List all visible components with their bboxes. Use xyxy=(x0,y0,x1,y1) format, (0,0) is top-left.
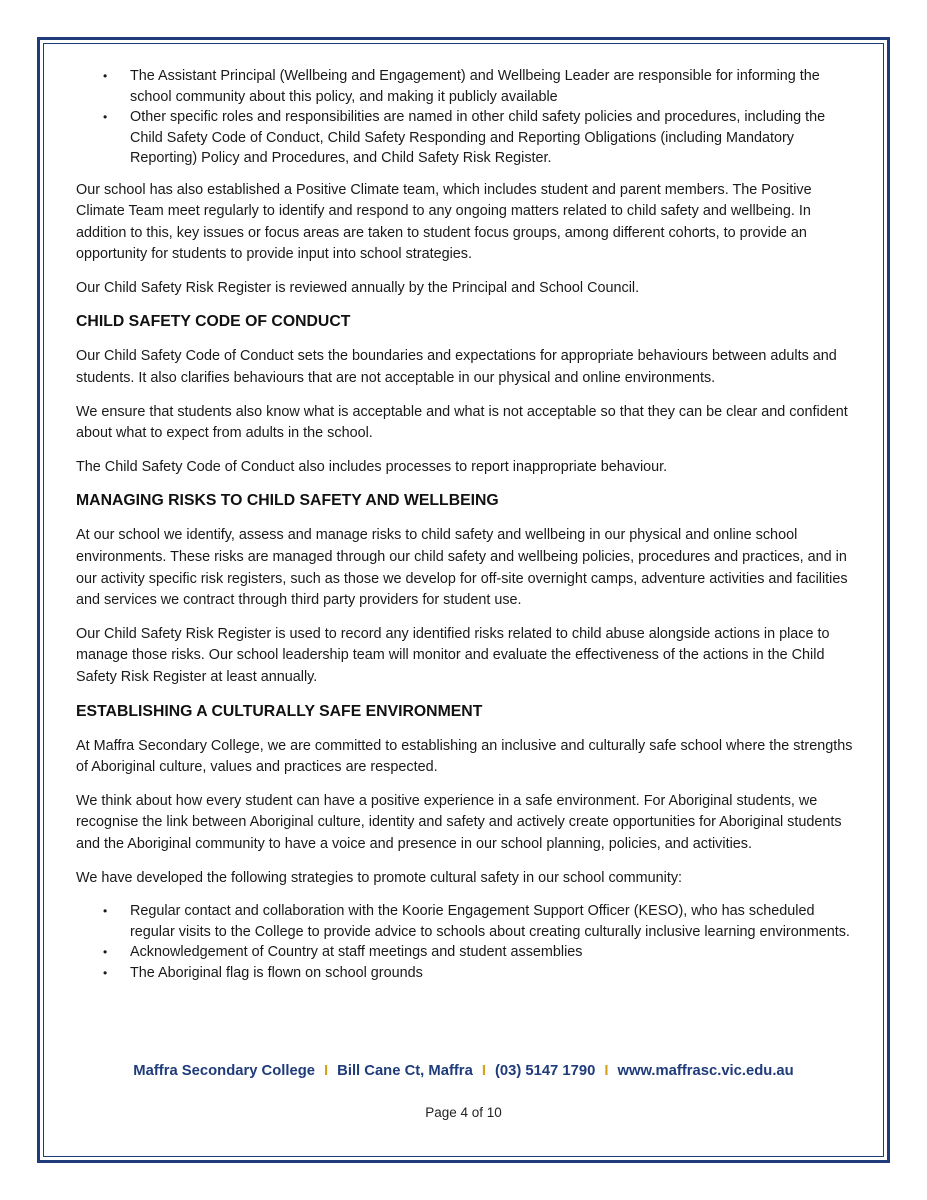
footer-website-link[interactable]: www.maffrasc.vic.edu.au xyxy=(617,1063,794,1079)
positive-climate-paragraph: Our school has also established a Positive Climate team, which includes student and parent members. The Positive Climate Team meet regularly to identify and respond to any ongoing matters related to child safety and wellbeing. In addition to this, key issues or focus areas are taken to student focus groups, among different cohorts, to provide an opportunity for students to provide input into school strategies. xyxy=(76,181,812,263)
footer-separator: I xyxy=(324,1063,329,1079)
bullet-icon: • xyxy=(103,904,108,919)
cultural-safety-paragraph: We have developed the following strategies to promote cultural safety in our school community: xyxy=(76,869,683,886)
cultural-safety-paragraph: We think about how every student can have a positive experience in a safe environment. For Aboriginal students, we recognise the link between Aboriginal culture, identity and safety and actively create opportunities for Aboriginal students and the Aboriginal community to have a voice and presence in our school planning, policies, and activities. xyxy=(76,792,842,852)
code-of-conduct-paragraph: The Child Safety Code of Conduct also includes processes to report inappropriate behaviour. xyxy=(76,458,668,475)
footer-phone: (03) 5147 1790 xyxy=(494,1063,596,1079)
footer-separator: I xyxy=(481,1063,486,1079)
bullet-icon: • xyxy=(103,965,108,980)
section-heading-code-of-conduct: CHILD SAFETY CODE OF CONDUCT xyxy=(76,313,351,331)
code-of-conduct-paragraph: Our Child Safety Code of Conduct sets the boundaries and expectations for appropriate behaviours between adults and students. It also clarifies behaviours that are not acceptable in our physical and online environments. xyxy=(76,348,837,387)
list-item: • Other specific roles and responsibilities are named in other child safety policies and procedures, including the Child Safety Code of Conduct, Child Safety Responding and Reporting Obligations (including Mandatory Reporting) Policy and Procedures, and Child Safety Risk Register. xyxy=(103,109,826,166)
code-of-conduct-paragraph: We ensure that students also know what is acceptable and what is not acceptable so that they can be clear and confident about what to expect from adults in the school. xyxy=(76,403,848,442)
managing-risks-paragraph: Our Child Safety Risk Register is used to record any identified risks related to child abuse alongside actions in place to manage those risks. Our school leadership team will monitor and evaluate the effectiveness of the actions in the Child Safety Risk Register at least annually. xyxy=(76,625,830,685)
bullet-icon: • xyxy=(103,69,108,83)
managing-risks-paragraph: At our school we identify, assess and manage risks to child safety and wellbeing in our physical and online school environments. These risks are managed through our child safety and wellbeing policies, procedures and practices, and in our activity specific risk registers, such as those we develop for off-site overnight camps, adventure activities and facilities and services we contract through third party providers for student use. xyxy=(76,527,848,609)
footer-contact-bar xyxy=(0,1063,927,1079)
footer-address: Bill Cane Ct, Maffra xyxy=(337,1063,473,1079)
list-item: • Acknowledgement of Country at staff meetings and student assemblies xyxy=(76,942,856,963)
bullet-icon: • xyxy=(103,945,108,960)
section-heading-cultural-safety: ESTABLISHING A CULTURALLY SAFE ENVIRONMENT xyxy=(76,702,483,720)
cultural-safety-paragraph: At Maffra Secondary College, we are committed to establishing an inclusive and culturally safe school where the strengths of Aboriginal culture, values and practices are respected. xyxy=(76,737,853,776)
document-body xyxy=(76,66,856,994)
risk-register-review-paragraph: Our Child Safety Risk Register is reviewed annually by the Principal and School Council. xyxy=(76,279,640,296)
cultural-safety-strategies-list xyxy=(76,901,856,983)
list-item: • The Assistant Principal (Wellbeing and Engagement) and Wellbeing Leader are responsible for informing the school community about this policy, and making it publicly available xyxy=(103,68,820,105)
list-item: • Regular contact and collaboration with the Koorie Engagement Support Officer (KESO), who has scheduled regular visits to the College to provide advice to schools about creating culturally inclusive learning environments. xyxy=(103,903,850,940)
list-item: • The Aboriginal flag is flown on school grounds xyxy=(76,963,856,984)
page-number: Page 4 of 10 xyxy=(425,1105,502,1120)
section-heading-managing-risks: MANAGING RISKS TO CHILD SAFETY AND WELLBEING xyxy=(76,492,499,510)
footer-separator: I xyxy=(604,1063,609,1079)
bullet-icon: • xyxy=(103,110,108,124)
responsibilities-list xyxy=(76,66,856,169)
footer-school-name: Maffra Secondary College xyxy=(133,1063,316,1079)
